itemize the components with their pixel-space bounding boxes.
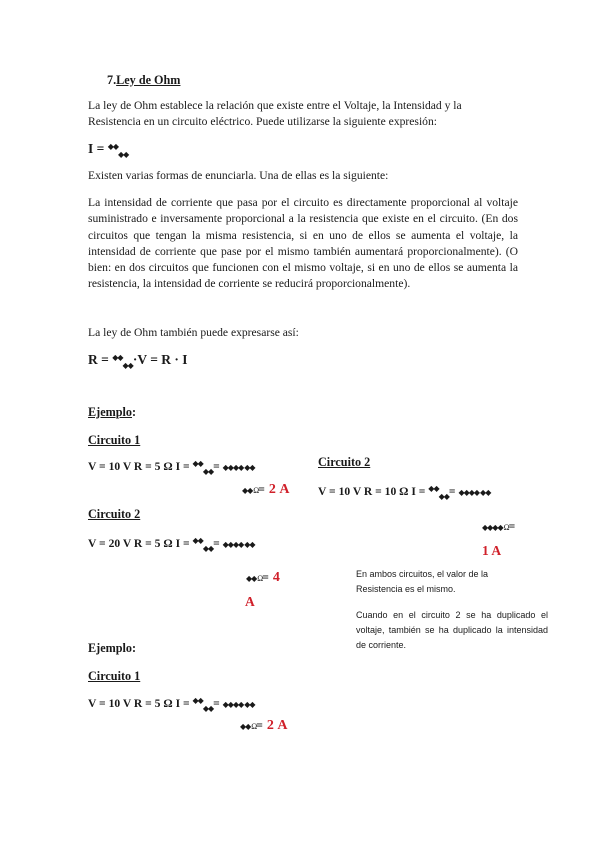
circuit-1-equation bbox=[88, 459, 255, 476]
also-expressed: La ley de Ohm también puede expresarse así: bbox=[88, 326, 299, 339]
circuit-2b-numerator: ◆◆◆◆ ◆◆ bbox=[222, 540, 255, 549]
circuit-2b-denominator: ◆◆ Ω bbox=[246, 574, 263, 583]
example-2-circuit-1-eq2: = bbox=[256, 719, 263, 732]
circuit-1-result-value: 2 A bbox=[268, 482, 290, 497]
formula-r-denominator: ◆◆ bbox=[122, 361, 133, 370]
circuit-2b-result-value: 4 bbox=[272, 570, 280, 585]
example-2-circuit-1-result bbox=[240, 716, 287, 734]
circuit-2b-result-unit: A bbox=[245, 594, 255, 609]
circuit-2b-result bbox=[246, 568, 280, 586]
circuit-2a-frac-bottom: ◆◆ bbox=[438, 492, 449, 501]
formula-r-lhs: R = bbox=[88, 352, 109, 367]
circuit-1-title: Circuito 1 bbox=[88, 433, 141, 447]
example-2-circuit-1-denominator: ◆◆ Ω bbox=[240, 722, 257, 731]
example-2-circuit-1-frac-top: ◆◆ bbox=[192, 696, 203, 705]
intro-line-2: Resistencia en un circuito eléctrico. Puede utilizarse la siguiente expresión: bbox=[88, 115, 437, 128]
formula-r-rest: ·V = R · I bbox=[132, 352, 188, 367]
formula-i-numerator: ◆◆ bbox=[107, 142, 119, 151]
formula-i-lhs: I = bbox=[88, 141, 105, 156]
circuit-1-eq2: = bbox=[258, 483, 265, 496]
circuit-2a-frac-top: ◆◆ bbox=[428, 484, 439, 493]
example-1-heading bbox=[88, 405, 136, 420]
statement-intro: Existen varias formas de enunciarla. Una de ellas es la siguiente: bbox=[88, 169, 389, 182]
circuit-1-frac-bottom: ◆◆ bbox=[202, 467, 214, 476]
example-2-circuit-1-eq: = bbox=[213, 697, 220, 710]
section-title: Ley de Ohm bbox=[116, 73, 181, 87]
circuit-2b-title: Circuito 2 bbox=[88, 507, 141, 521]
circuit-2b-values: V = 20 V R = 5 Ω I = bbox=[88, 537, 190, 550]
formula-r bbox=[88, 352, 188, 368]
section-heading bbox=[107, 73, 180, 88]
circuit-2b-eq: = bbox=[213, 537, 220, 550]
circuit-2a-eq: = bbox=[448, 485, 456, 498]
circuit-2b-eq2: = bbox=[262, 571, 269, 584]
circuit-2a-title: Circuito 2 bbox=[318, 455, 371, 469]
circuit-1-result bbox=[242, 480, 289, 498]
circuit-1-frac-top: ◆◆ bbox=[192, 459, 203, 468]
circuit-1-values: V = 10 V R = 5 Ω I = bbox=[88, 460, 190, 473]
circuit-1-numerator: ◆◆◆◆ ◆◆ bbox=[222, 463, 255, 472]
example-2-circuit-1-frac-bottom: ◆◆ bbox=[202, 704, 214, 713]
circuit-2b-frac-bottom: ◆◆ bbox=[202, 544, 214, 553]
circuit-2a-result: 1 A bbox=[482, 543, 502, 558]
circuit-1-denominator: ◆◆ Ω bbox=[242, 486, 259, 495]
circuit-2b-equation bbox=[88, 536, 255, 553]
formula-r-numerator: ◆◆ bbox=[112, 353, 123, 362]
example-2-circuit-1-title: Circuito 1 bbox=[88, 669, 141, 683]
note-1-line-1: En ambos circuitos, el valor de la bbox=[356, 569, 489, 579]
circuit-2a-denominator: ◆◆◆◆ Ω bbox=[482, 523, 509, 532]
example-2-circuit-1-equation bbox=[88, 696, 255, 713]
intro-line-1: La ley de Ohm establece la relación que existe entre el Voltaje, la Intensidad y la bbox=[88, 99, 462, 112]
statement-paragraph: La intensidad de corriente que pasa por el circuito es directamente proporcional al voltaje suministrado e inversamente proporcional a la resistencia que existe en el circuito. (En dos circuitos que tengan la misma resistencia, si en uno de ellos se aumenta el voltaje, la intensidad de corriente que pase por el mismo también aumentará proporcionalmente). (O bien: en dos circuitos que funcionen con el mismo voltaje, si en uno de ellos se aumenta la resistencia, la intensidad de corriente se reducirá proporcionalmente). bbox=[88, 196, 518, 291]
circuit-2b-frac-top: ◆◆ bbox=[192, 536, 203, 545]
formula-i bbox=[88, 141, 128, 157]
circuit-1-eq: = bbox=[213, 460, 220, 473]
note-1-line-2: Resistencia es el mismo. bbox=[356, 584, 456, 594]
example-1-heading-text: Ejemplo bbox=[88, 405, 133, 419]
circuit-2a-values: V = 10 V R = 10 Ω I = bbox=[318, 485, 426, 498]
example-2-circuit-1-numerator: ◆◆◆◆ ◆◆ bbox=[222, 700, 255, 709]
circuit-2a-equation bbox=[318, 484, 490, 501]
circuit-2a-numerator: ◆◆◆◆ ◆◆ bbox=[458, 488, 491, 497]
example-2-circuit-1-result-value: 2 A bbox=[266, 718, 288, 733]
example-1-colon: : bbox=[132, 405, 137, 419]
note-2: Cuando en el circuito 2 se ha duplicado el voltaje, también se ha duplicado la intensidad de corriente. bbox=[356, 610, 548, 650]
circuit-2a-denominator-row bbox=[482, 517, 515, 535]
example-2-circuit-1-values: V = 10 V R = 5 Ω I = bbox=[88, 697, 190, 710]
section-number: 7. bbox=[107, 73, 117, 87]
circuit-2a-eq2: = bbox=[508, 520, 516, 533]
example-2-heading: Ejemplo: bbox=[88, 641, 137, 655]
formula-i-denominator: ◆◆ bbox=[118, 150, 129, 159]
